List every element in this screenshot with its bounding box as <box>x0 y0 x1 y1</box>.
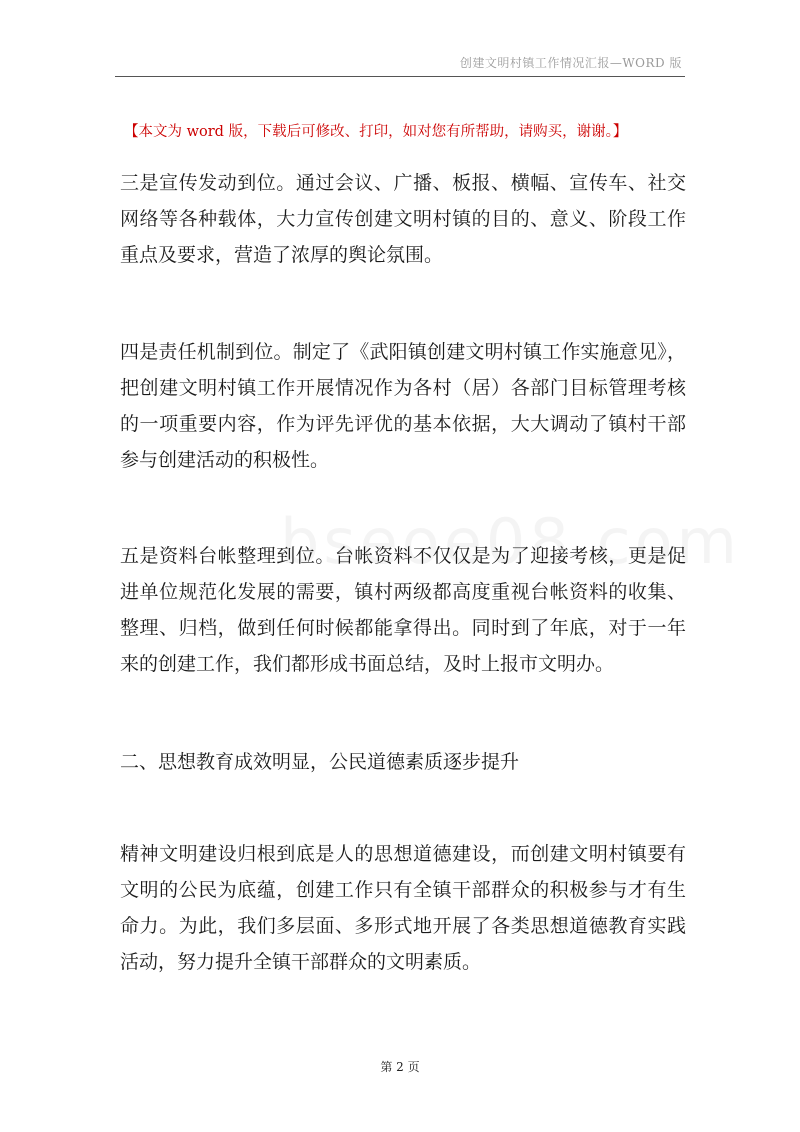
section-heading: 二、思想教育成效明显，公民道德素质逐步提升 <box>120 751 520 773</box>
paragraph-responsibility: 四是责任机制到位。制定了《武阳镇创建文明村镇工作实施意见》，把创建文明村镇工作开展情况作为各村（居）各部门目标管理考核的一项重要内容，作为评先评优的基本依据，大大调动了镇村干部参与创建活动的积极性。 <box>120 341 686 471</box>
download-notice: 【本文为 word 版，下载后可修改、打印，如对您有所帮助，请购买，谢谢。】 <box>124 124 628 140</box>
page-number: 第 2 页 <box>380 1060 420 1074</box>
paragraph-moral-education: 精神文明建设归根到底是人的思想道德建设，而创建文明村镇要有文明的公民为底蕴，创建工作只有全镇干部群众的积极参与才有生命力。为此，我们多层面、多形式地开展了各类思想道德教育实践活动，努力提升全镇干部群众的文明素质。 <box>120 843 686 973</box>
running-header: 创建文明村镇工作情况汇报—WORD 版 <box>459 56 682 70</box>
paragraph-publicity: 三是宣传发动到位。通过会议、广播、板报、横幅、宣传车、社交网络等各种载体，大力宣传创建文明村镇的目的、意义、阶段工作重点及要求，营造了浓厚的舆论氛围。 <box>120 172 686 266</box>
header-divider <box>115 76 685 77</box>
paragraph-records: 五是资料台帐整理到位。台帐资料不仅仅是为了迎接考核，更是促进单位规范化发展的需要，镇村两级都高度重视台帐资料的收集、整理、归档，做到任何时候都能拿得出。同时到了年底，对于一年来的创建工作，我们都形成书面总结，及时上报市文明办。 <box>120 545 686 675</box>
